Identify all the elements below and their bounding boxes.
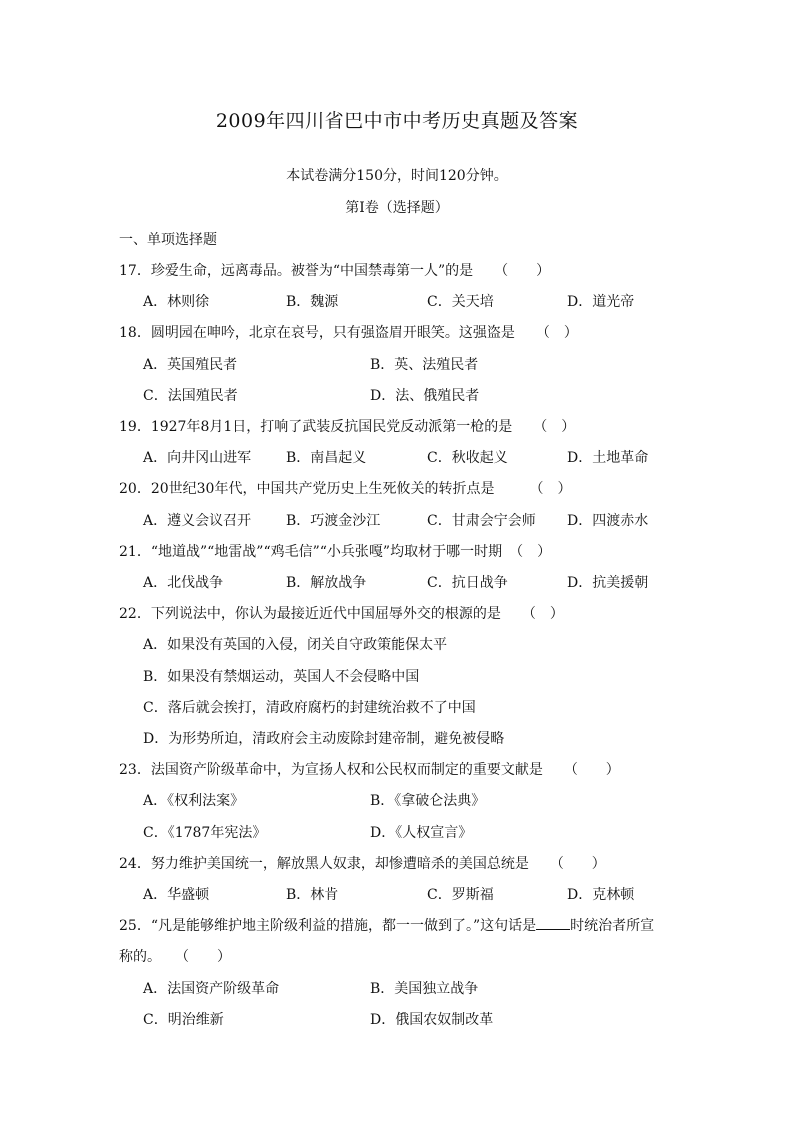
question-24-option-c: C．罗斯福 [427, 887, 494, 903]
question-24-stem: 24．努力维护美国统一，解放黑人奴隶，却惨遭暗杀的美国总统是 （ ） [119, 856, 606, 872]
question-21-option-c: C．抗日战争 [427, 575, 508, 591]
question-18-option-c: C．法国殖民者 [143, 388, 238, 404]
question-17-option-b: B．魏源 [286, 294, 339, 310]
part-heading: 第Ⅰ卷（选择题） [345, 200, 449, 216]
question-18-stem: 18．圆明园在呻吟，北京在哀号，只有强盗眉开眼笑。这强盗是 （ ） [119, 325, 578, 341]
question-24-option-d: D．克林顿 [567, 887, 635, 903]
question-25-stem-part-1: 25．“凡是能够维护地主阶级利益的措施，都一一做到了。”这句话是 [119, 918, 537, 934]
question-23-option-a: A．《权利法案》 [143, 793, 245, 809]
question-25-option-d: D．俄国农奴制改革 [370, 1012, 494, 1028]
question-22-option-a: A．如果没有英国的入侵，闭关自守政策能保太平 [143, 637, 448, 653]
question-25-option-a: A．法国资产阶级革命 [143, 981, 280, 997]
question-20-option-d: D．四渡赤水 [567, 513, 649, 529]
question-19-option-b: B．南昌起义 [286, 450, 367, 466]
question-25-stem [119, 915, 654, 935]
section-heading: 一、单项选择题 [119, 232, 217, 248]
answer-blank [536, 917, 570, 930]
question-18-option-d: D．法、俄殖民者 [370, 388, 480, 404]
question-22-option-b: B．如果没有禁烟运动，英国人不会侵略中国 [143, 669, 420, 685]
question-25-stem-part-2: 时统治者所宣 [570, 918, 655, 934]
question-20-stem: 20．20世纪30年代，中国共产党历史上生死攸关的转折点是 （ ） [119, 481, 572, 497]
question-19-option-d: D．土地革命 [567, 450, 649, 466]
question-25-option-b: B．美国独立战争 [370, 981, 479, 997]
question-17-option-d: D．道光帝 [567, 294, 635, 310]
question-23-option-d: D．《人权宣言》 [370, 825, 473, 841]
question-22-stem: 22．下列说法中，你认为最接近近代中国屈辱外交的根源的是 （ ） [119, 606, 564, 622]
question-22-option-c: C．落后就会挨打，清政府腐朽的封建统治救不了中国 [143, 700, 476, 716]
question-21-option-d: D．抗美援朝 [567, 575, 649, 591]
question-17-stem: 17．珍爱生命，远离毒品。被誉为“中国禁毒第一人”的是 （ ） [119, 263, 551, 279]
question-23-option-c: C．《1787年宪法》 [143, 825, 267, 841]
question-21-stem: 21．“地道战”“地雷战”“鸡毛信”“小兵张嘎”均取材于哪一时期 （ ） [119, 544, 552, 560]
question-20-option-a: A．遵义会议召开 [143, 513, 252, 529]
question-18-option-a: A．英国殖民者 [143, 357, 238, 373]
exam-info: 本试卷满分150分，时间120分钟。 [286, 168, 508, 184]
question-19-option-a: A．向井冈山进军 [143, 450, 252, 466]
question-23-option-b: B．《拿破仑法典》 [370, 793, 486, 809]
question-19-stem: 19．1927年8月1日，打响了武装反抗国民党反动派第一枪的是 （ ） [119, 419, 576, 435]
page-title: 2009年四川省巴中市中考历史真题及答案 [215, 110, 579, 132]
question-17-option-a: A．林则徐 [143, 294, 210, 310]
question-24-option-b: B．林肯 [286, 887, 339, 903]
question-23-stem: 23．法国资产阶级革命中，为宣扬人权和公民权而制定的重要文献是 （ ） [119, 762, 620, 778]
question-19-option-c: C．秋收起义 [427, 450, 508, 466]
question-18-option-b: B．英、法殖民者 [370, 357, 479, 373]
question-21-option-a: A．北伐战争 [143, 575, 224, 591]
question-24-option-a: A．华盛顿 [143, 887, 210, 903]
question-25-stem-continued: 称的。 （ ） [119, 949, 231, 965]
question-25-option-c: C．明治维新 [143, 1012, 224, 1028]
question-20-option-c: C．甘肃会宁会师 [427, 513, 536, 529]
question-22-option-d: D．为形势所迫，清政府会主动废除封建帝制，避免被侵略 [143, 731, 505, 747]
question-20-option-b: B．巧渡金沙江 [286, 513, 381, 529]
question-21-option-b: B．解放战争 [286, 575, 367, 591]
question-17-option-c: C．关天培 [427, 294, 494, 310]
